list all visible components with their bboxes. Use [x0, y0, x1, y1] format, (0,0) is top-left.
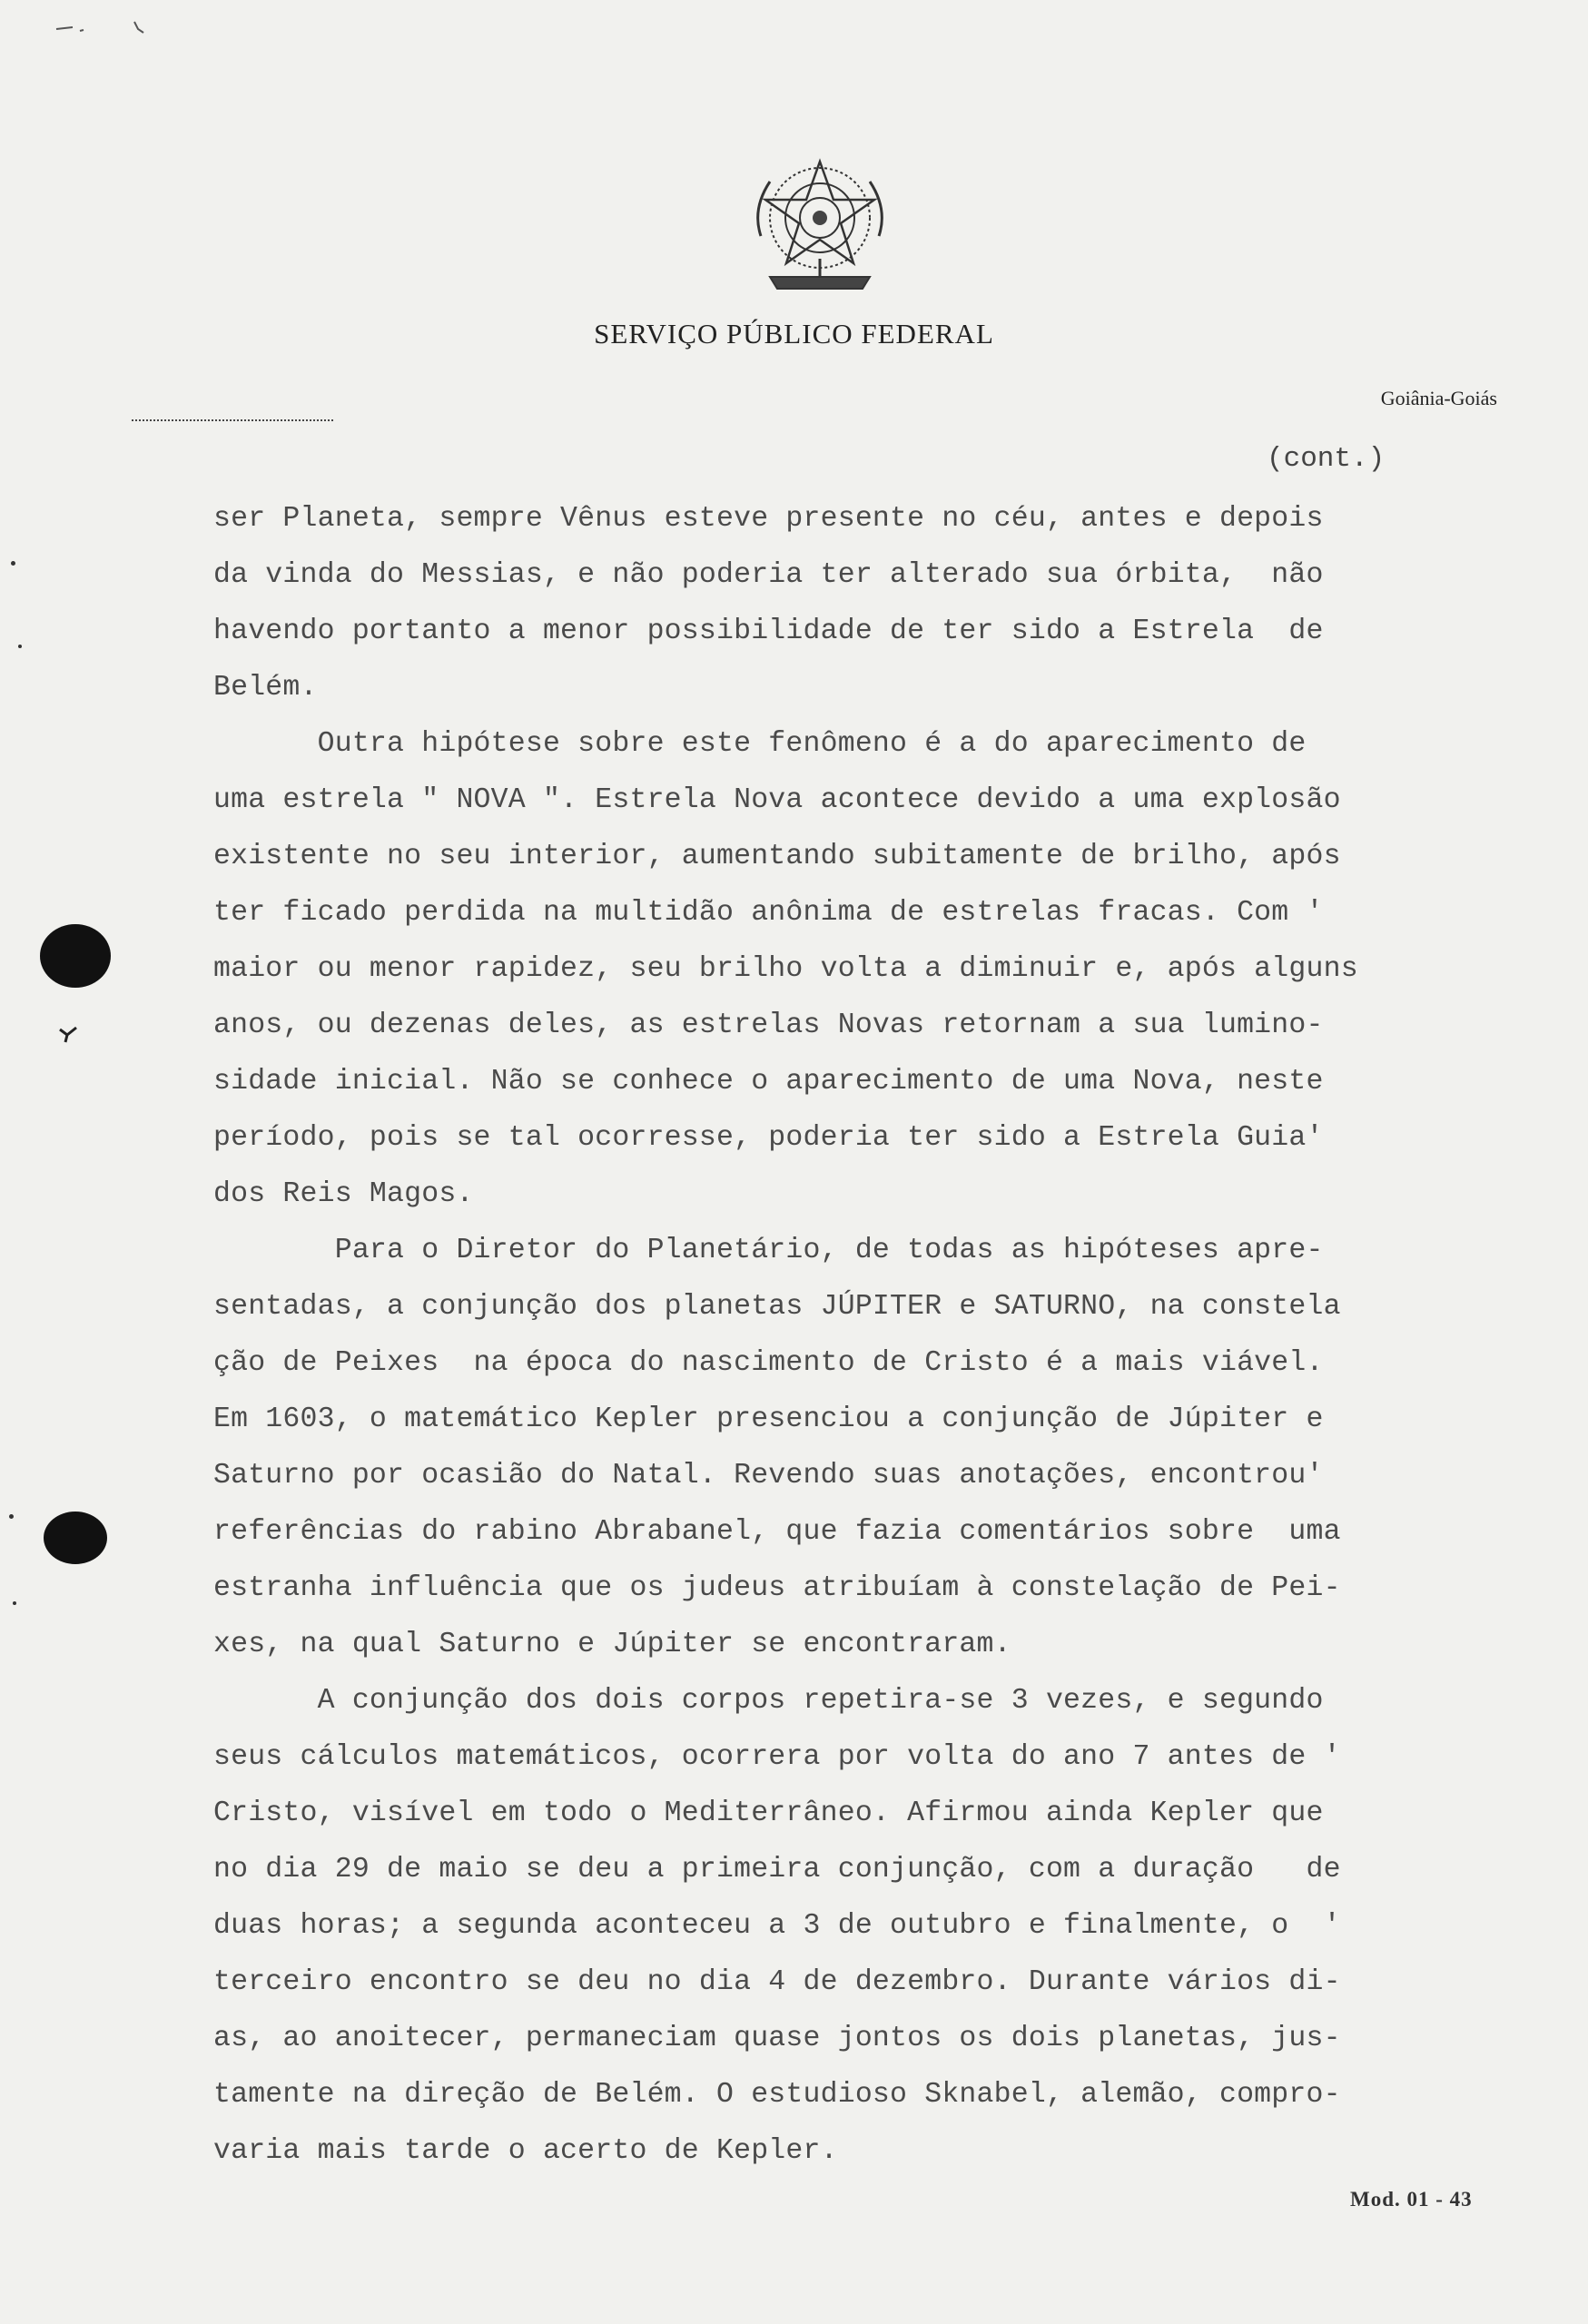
text-line: Para o Diretor do Planetário, de todas as hipóteses apre-: [213, 1235, 1324, 1266]
text-line: maior ou menor rapidez, seu brilho volta a diminuir e, após alguns: [213, 953, 1358, 985]
text-line: terceiro encontro se deu no dia 4 de dezembro. Durante vários di-: [213, 1966, 1341, 1998]
text-line: Outra hipótese sobre este fenômeno é a do aparecimento de: [213, 728, 1307, 760]
text-line: dos Reis Magos.: [213, 1178, 474, 1210]
continuation-marker: (cont.): [1267, 443, 1386, 475]
text-line: xes, na qual Saturno e Júpiter se encontraram.: [213, 1629, 1011, 1660]
text-line: Saturno por ocasião do Natal. Revendo suas anotações, encontrou': [213, 1460, 1324, 1492]
text-line: período, pois se tal ocorresse, poderia ter sido a Estrela Guia': [213, 1122, 1324, 1154]
text-line: Cristo, visível em todo o Mediterrâneo. Afirmou ainda Kepler que: [213, 1797, 1324, 1829]
margin-speck: [18, 645, 22, 648]
punch-hole: [44, 1512, 107, 1564]
form-code: Mod. 01 - 43: [1350, 2188, 1473, 2211]
margin-scribble: [58, 1024, 78, 1044]
text-line: A conjunção dos dois corpos repetira-se 3 vezes, e segundo: [213, 1685, 1324, 1717]
text-line: sidade inicial. Não se conhece o aparecimento de uma Nova, neste: [213, 1066, 1324, 1098]
text-line: referências do rabino Abrabanel, que fazia comentários sobre uma: [213, 1516, 1341, 1548]
text-line: Belém.: [213, 672, 318, 704]
text-line: duas horas; a segunda aconteceu a 3 de outubro e finalmente, o ': [213, 1910, 1341, 1942]
text-line: ção de Peixes na época do nascimento de Cristo é a mais viável.: [213, 1347, 1324, 1379]
brazil-coat-of-arms-icon: [743, 154, 897, 300]
margin-speck: [13, 1601, 16, 1605]
agency-header: SERVIÇO PÚBLICO FEDERAL: [594, 318, 994, 350]
punch-hole: [40, 924, 111, 988]
text-line: as, ao anoitecer, permaneciam quase jontos os dois planetas, jus-: [213, 2023, 1341, 2054]
location-label: Goiânia-Goiás: [1380, 387, 1497, 409]
text-line: ter ficado perdida na multidão anônima de estrelas fracas. Com ': [213, 897, 1324, 929]
corner-pencil-mark: [54, 16, 163, 44]
text-line: estranha influência que os judeus atribuíam à constelação de Pei-: [213, 1572, 1341, 1604]
text-line: tamente na direção de Belém. O estudioso Sknabel, alemão, compro-: [213, 2079, 1341, 2111]
text-line: anos, ou dezenas deles, as estrelas Novas retornam a sua lumino-: [213, 1009, 1324, 1041]
text-line: havendo portanto a menor possibilidade de ter sido a Estrela de: [213, 615, 1324, 647]
margin-speck: [9, 1514, 14, 1519]
text-line: no dia 29 de maio se deu a primeira conjunção, com a duração de: [213, 1854, 1341, 1886]
text-line: seus cálculos matemáticos, ocorrera por volta do ano 7 antes de ': [213, 1741, 1341, 1773]
text-line: uma estrela " NOVA ". Estrela Nova acontece devido a uma explosão: [213, 784, 1341, 816]
text-line: Em 1603, o matemático Kepler presenciou a conjunção de Júpiter e: [213, 1403, 1324, 1435]
text-line: varia mais tarde o acerto de Kepler.: [213, 2135, 838, 2167]
margin-speck: [11, 561, 15, 566]
dotted-signature-line: [132, 419, 333, 421]
text-line: sentadas, a conjunção dos planetas JÚPITER e SATURNO, na constela: [213, 1291, 1341, 1323]
typed-body-text: [213, 491, 1484, 2180]
text-line: ser Planeta, sempre Vênus esteve presente no céu, antes e depois: [213, 503, 1324, 535]
text-line: da vinda do Messias, e não poderia ter alterado sua órbita, não: [213, 559, 1324, 591]
text-line: existente no seu interior, aumentando subitamente de brilho, após: [213, 841, 1341, 872]
